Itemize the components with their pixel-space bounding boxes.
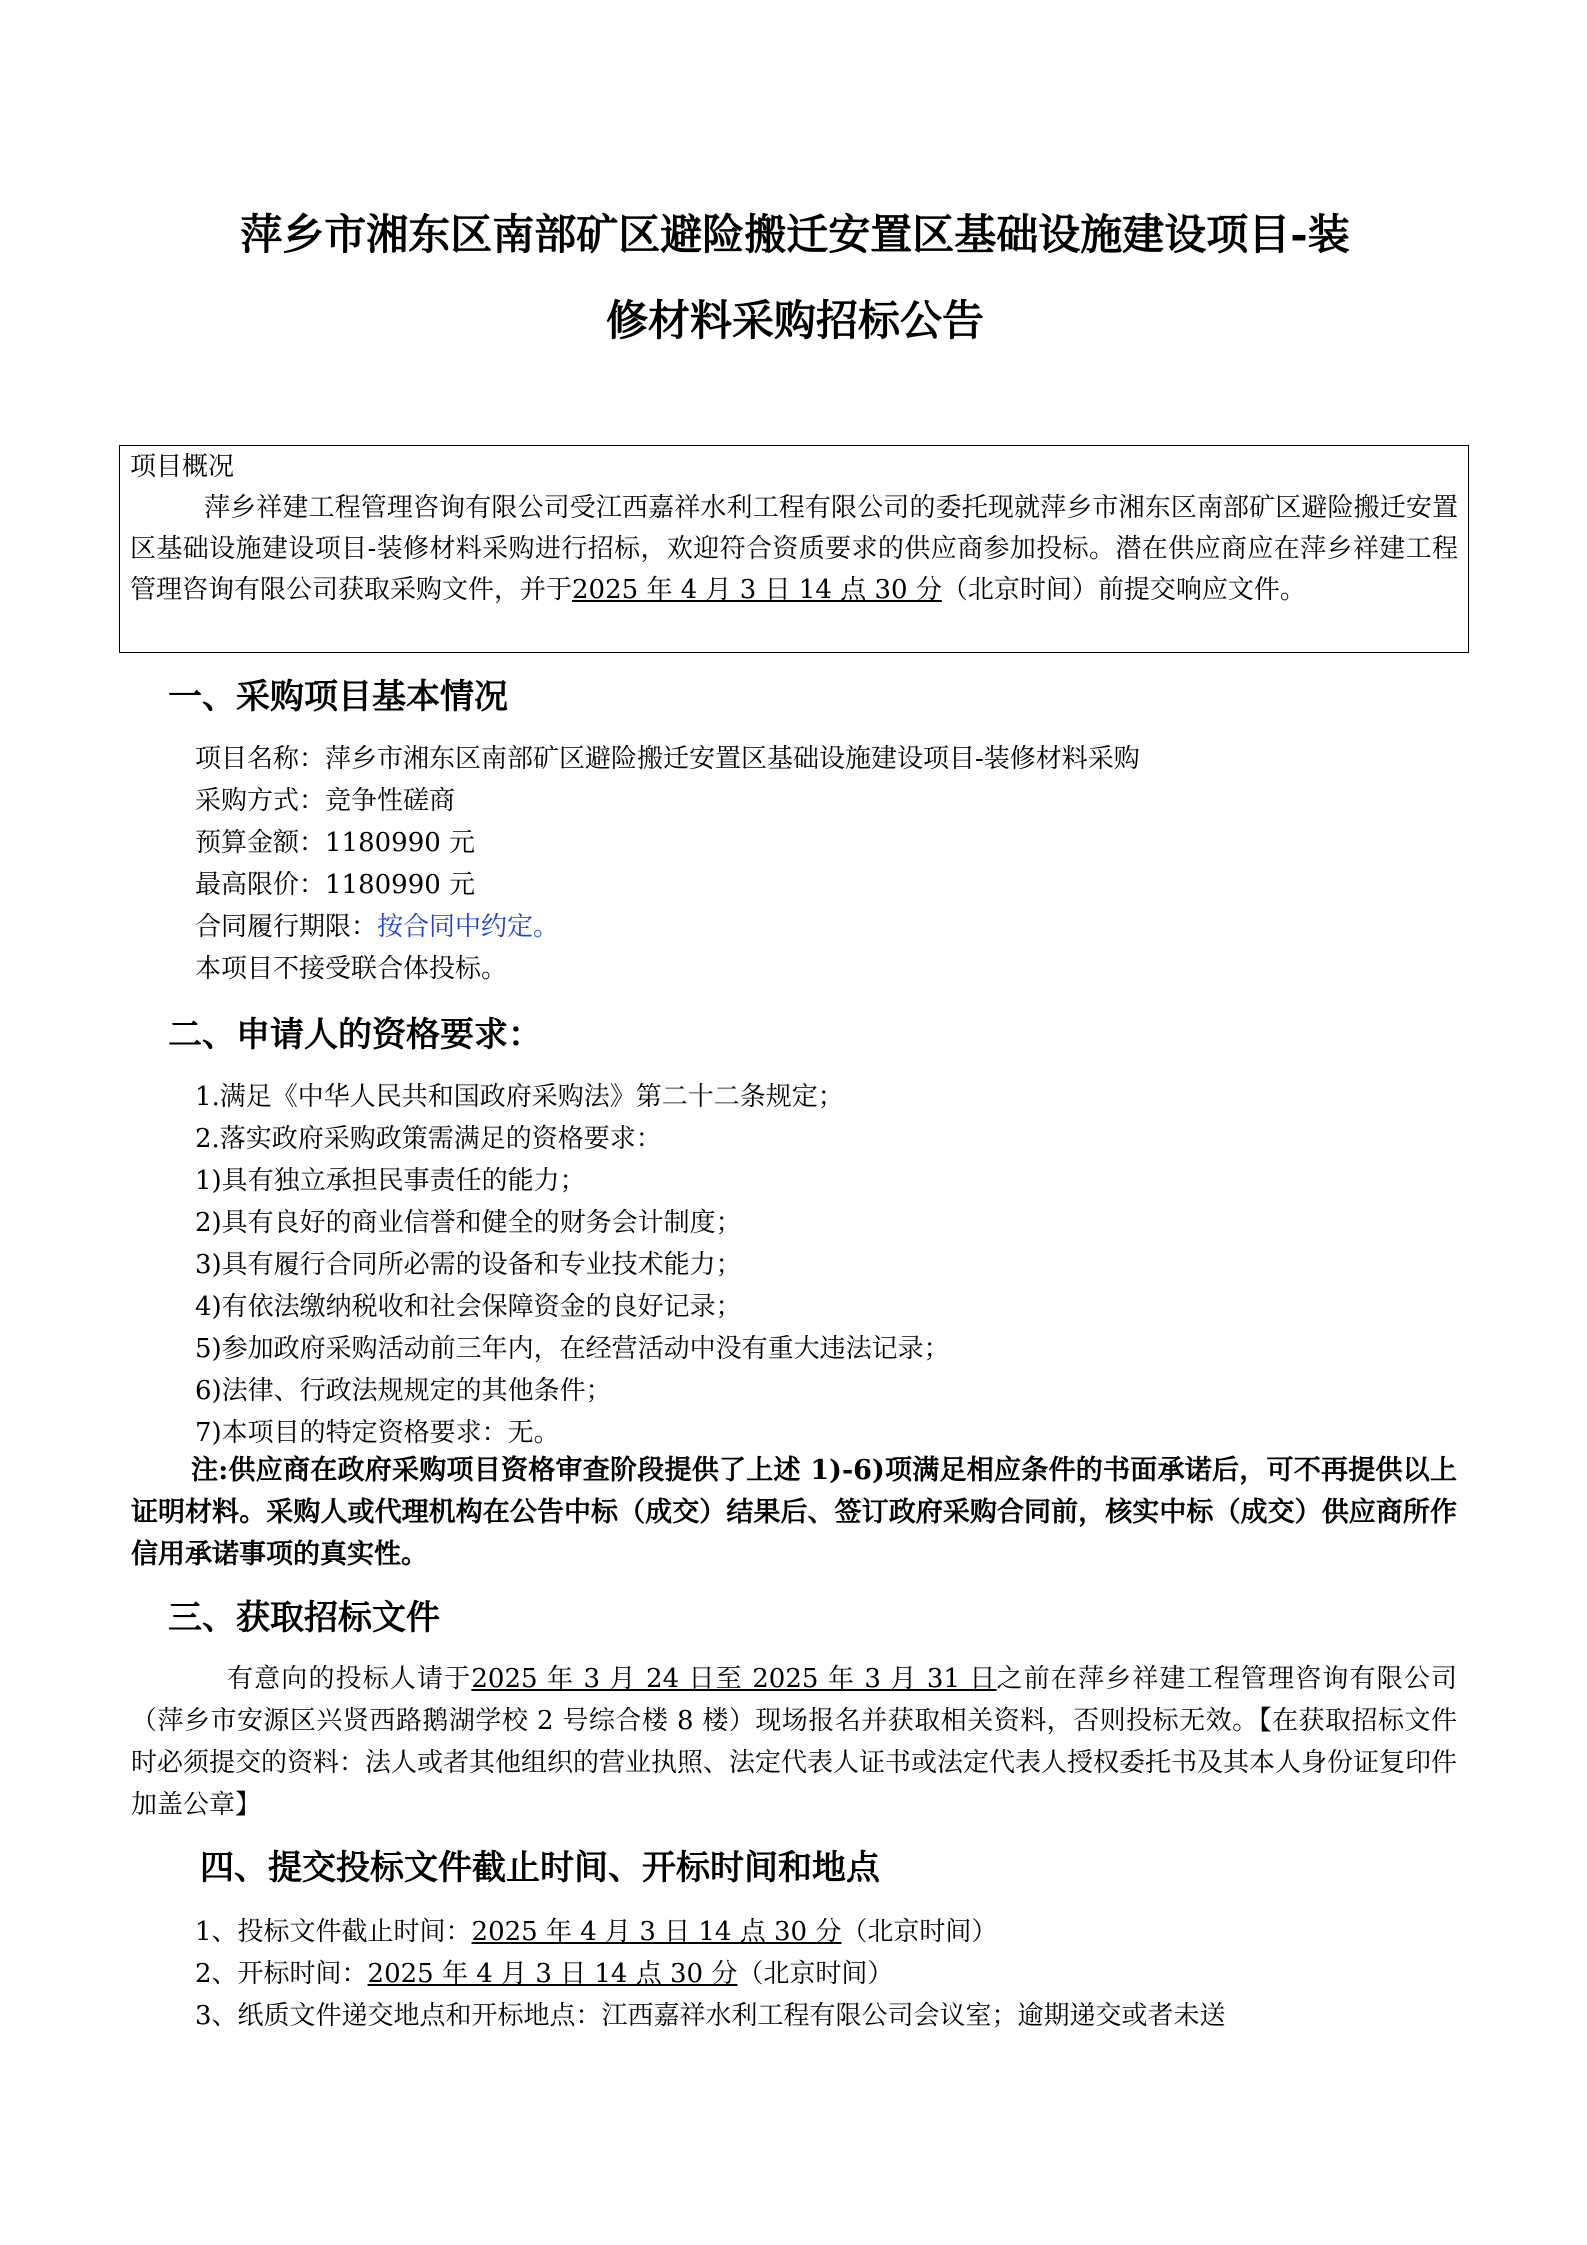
opening-time <box>195 1956 893 1992</box>
budget-amount: 预算金额：1180990 元 <box>195 828 476 858</box>
opening-time-value: 2025 年 4 月 3 日 14 点 30 分 <box>367 1959 738 1989</box>
max-price: 最高限价：1180990 元 <box>195 870 476 900</box>
title-line-1: 萍乡市湘东区南部矿区避险搬迁安置区基础设施建设项目-装 <box>240 210 1350 259</box>
qualification-item: 1.满足《中华人民共和国政府采购法》第二十二条规定； <box>195 1082 844 1112</box>
qualification-item: 2.落实政府采购政策需满足的资格要求： <box>195 1124 662 1154</box>
overview-paragraph <box>130 488 1458 611</box>
obtain-documents-paragraph <box>131 1658 1457 1826</box>
qualification-item: 4)有依法缴纳税收和社会保障资金的良好记录； <box>195 1292 742 1322</box>
overview-text-a: 萍乡祥建工程管理咨询有限公司受江西嘉祥水利工程有限公司的委托现就萍乡市湘东区南部矿区避险搬迁安置区基础设施建设项目-装修材料采购进行招标，欢迎符合资质要求的供应商参加投标。潜在供应商应在萍乡祥建工程管理咨询有限公司获取采购文件，并于 <box>130 493 1458 605</box>
section3-heading: 三、获取招标文件 <box>168 1598 440 1638</box>
qualification-note: 注:供应商在政府采购项目资格审查阶段提供了上述 1)-6)项满足相应条件的书面承诺后，可不再提供以上证明材料。采购人或代理机构在公告中标（成交）结果后、签订政府采购合同前，核实中标（成交）供应商所作信用承诺事项的真实性。 <box>131 1455 1457 1570</box>
qualification-item: 7)本项目的特定资格要求：无。 <box>195 1418 560 1448</box>
obtain-text-a: 有意向的投标人请于 <box>227 1664 472 1694</box>
qualification-item: 1)具有独立承担民事责任的能力； <box>195 1166 586 1196</box>
contract-period-value: 按合同中约定。 <box>377 912 560 942</box>
project-name: 项目名称：萍乡市湘东区南部矿区避险搬迁安置区基础设施建设项目-装修材料采购 <box>195 744 1140 774</box>
overview-deadline: 2025 年 4 月 3 日 14 点 30 分 <box>572 575 942 605</box>
opening-time-suffix: （北京时间） <box>737 1959 894 1989</box>
overview-text-b: （北京时间）前提交响应文件。 <box>941 575 1306 605</box>
bid-deadline-suffix: （北京时间） <box>841 1917 998 1947</box>
procurement-method: 采购方式：竞争性磋商 <box>195 786 456 816</box>
qualification-item: 2)具有良好的商业信誉和健全的财务会计制度； <box>195 1208 742 1238</box>
section2-heading: 二、申请人的资格要求： <box>168 1015 542 1055</box>
page-title <box>150 192 1440 364</box>
submission-location: 3、纸质文件递交地点和开标地点：江西嘉祥水利工程有限公司会议室；逾期递交或者未送 <box>195 2001 1226 2031</box>
opening-time-label: 2、开标时间： <box>195 1959 368 1989</box>
overview-label: 项目概况 <box>130 452 235 482</box>
title-line-2: 修材料采购招标公告 <box>605 296 984 345</box>
section4-heading: 四、提交投标文件截止时间、开标时间和地点 <box>200 1848 880 1888</box>
obtain-text-b: 之前在萍乡祥建工程管理咨询有限公司（萍乡市安源区兴贤西路鹅湖学校 2 号综合楼 8 楼）现场报名并获取相关资料，否则投标无效。【在获取招标文件时必须提交的资料：法人或者其他组织的营业执照、法定代表人证书或法定代表人授权委托书及其本人身份证复印件加盖公章】 <box>131 1664 1458 1820</box>
contract-period <box>195 909 559 945</box>
bid-deadline <box>195 1914 997 1950</box>
project-overview-box <box>119 445 1469 653</box>
qualification-item: 6)法律、行政法规规定的其他条件； <box>195 1376 612 1406</box>
joint-bid-note: 本项目不接受联合体投标。 <box>195 954 508 984</box>
qualification-item: 5)参加政府采购活动前三年内，在经营活动中没有重大违法记录； <box>195 1334 950 1364</box>
section1-heading: 一、采购项目基本情况 <box>168 677 508 717</box>
contract-period-label: 合同履行期限： <box>195 912 378 942</box>
bid-deadline-time: 2025 年 4 月 3 日 14 点 30 分 <box>471 1917 842 1947</box>
obtain-date-range: 2025 年 3 月 24 日至 2025 年 3 月 31 日 <box>471 1664 997 1694</box>
bid-deadline-label: 1、投标文件截止时间： <box>195 1917 472 1947</box>
qualification-item: 3)具有履行合同所必需的设备和专业技术能力； <box>195 1250 742 1280</box>
